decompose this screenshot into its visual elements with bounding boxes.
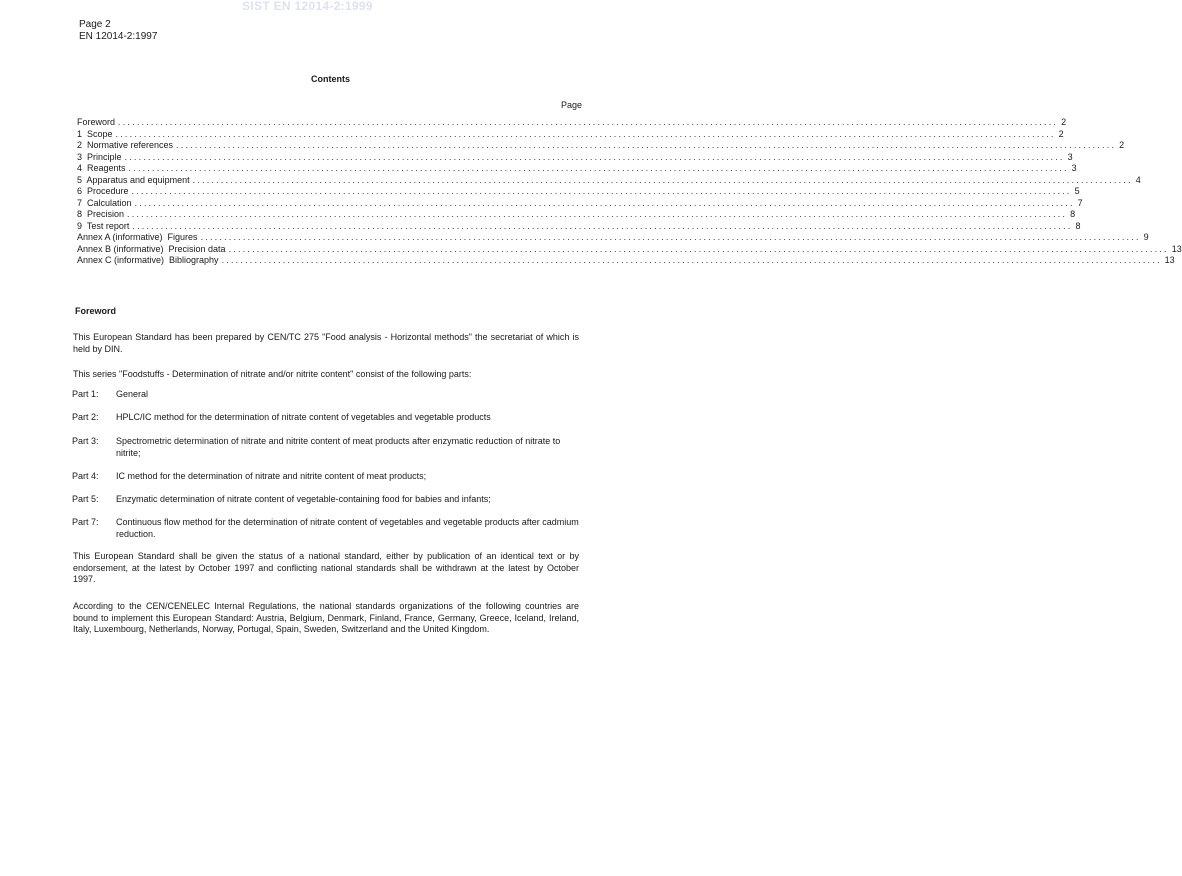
- part-text: IC method for the determination of nitrate and nitrite content of meat products;: [116, 471, 427, 481]
- part-item: [72, 494, 580, 506]
- toc-leader: ........................................................................................................................................................................................................: [124, 151, 1065, 162]
- toc-entry-page: 2: [1061, 117, 1067, 127]
- part-item: [72, 517, 580, 540]
- toc-entry[interactable]: [77, 140, 1125, 152]
- toc-entry-title: 3 Principle: [77, 151, 122, 162]
- page-number: Page 2: [79, 19, 111, 30]
- part-label: Part 5:: [72, 494, 99, 504]
- part-label: Part 7:: [72, 517, 99, 527]
- part-label: Part 4:: [72, 471, 99, 481]
- foreword-paragraph: This European Standard shall be given the status of a national standard, either by publication of an identical text or by endorsement, at the latest by October 1997 and conflicting national standards shall be withdrawn at the latest by October 1997.: [73, 551, 579, 584]
- toc-entry-page: 7: [1077, 197, 1083, 208]
- part-text: HPLC/IC method for the determination of nitrate content of vegetables and vegetable products: [116, 412, 491, 422]
- toc-leader: ........................................................................................................................................................................................................: [118, 117, 1059, 127]
- part-text: General: [116, 389, 149, 399]
- toc-entry-title: 4 Reagents: [77, 163, 126, 173]
- table-of-contents: [77, 117, 1182, 267]
- toc-leader: ........................................................................................................................................................................................................: [134, 197, 1075, 208]
- toc-entry-page: 4: [1135, 174, 1141, 185]
- toc-entry-page: 13: [1164, 255, 1175, 265]
- toc-entry-page: 2: [1119, 140, 1125, 150]
- foreword-paragraph: This European Standard has been prepared by CEN/TC 275 "Food analysis - Horizontal methods" the secretariat of which is held by DIN.: [73, 332, 579, 354]
- toc-leader: ........................................................................................................................................................................................................: [200, 232, 1141, 242]
- toc-entry-page: 9: [1143, 232, 1149, 242]
- toc-entry-title: Foreword: [77, 117, 116, 127]
- page-column-label: Page: [560, 100, 582, 110]
- toc-entry-title: Annex C (informative) Bibliography: [77, 255, 219, 265]
- toc-entry[interactable]: [77, 151, 1073, 164]
- toc-entry-page: 8: [1075, 220, 1081, 231]
- toc-entry[interactable]: [77, 174, 1141, 187]
- toc-entry-page: 3: [1067, 151, 1073, 162]
- toc-leader: ........................................................................................................................................................................................................: [115, 128, 1056, 139]
- part-label: Part 2:: [72, 412, 99, 422]
- part-item: [72, 436, 580, 459]
- toc-leader: ........................................................................................................................................................................................................: [132, 220, 1073, 231]
- toc-entry-page: 3: [1071, 163, 1077, 173]
- foreword-heading: Foreword: [75, 306, 117, 316]
- toc-entry[interactable]: [77, 128, 1064, 141]
- part-text: Enzymatic determination of nitrate content of vegetable-containing food for babies and infants;: [116, 494, 491, 504]
- toc-entry-title: 1 Scope: [77, 128, 113, 139]
- part-text: Spectrometric determination of nitrate and nitrite content of meat products after enzymatic reduction of nitrate to nitrite;: [116, 436, 561, 458]
- toc-entry[interactable]: [77, 163, 1077, 175]
- part-item: [72, 389, 580, 401]
- toc-entry-title: 8 Precision: [77, 209, 125, 219]
- toc-leader: ........................................................................................................................................................................................................: [127, 209, 1068, 219]
- toc-entry[interactable]: [77, 232, 1149, 244]
- toc-entry-page: 5: [1074, 186, 1080, 196]
- toc-entry-title: 2 Normative references: [77, 140, 174, 150]
- toc-entry[interactable]: [77, 197, 1083, 210]
- toc-entry-title: 6 Procedure: [77, 186, 129, 196]
- toc-entry-title: Annex A (informative) Figures: [77, 232, 198, 242]
- toc-entry[interactable]: [77, 209, 1076, 221]
- toc-leader: ........................................................................................................................................................................................................: [221, 255, 1162, 265]
- contents-title: Contents: [311, 74, 350, 84]
- toc-leader: ........................................................................................................................................................................................................: [176, 140, 1117, 150]
- toc-entry-title: 9 Test report: [77, 220, 130, 231]
- toc-entry-title: 5 Apparatus and equipment: [77, 174, 190, 185]
- toc-entry[interactable]: [77, 117, 1067, 129]
- toc-entry[interactable]: [77, 186, 1080, 198]
- foreword-paragraph: This series "Foodstuffs - Determination of nitrate and/or nitrite content" consist of the following parts:: [73, 369, 472, 379]
- toc-entry-title: 7 Calculation: [77, 197, 132, 208]
- toc-entry[interactable]: [77, 243, 1182, 256]
- toc-entry-page: 2: [1058, 128, 1064, 139]
- toc-leader: ........................................................................................................................................................................................................: [192, 174, 1133, 185]
- part-item: [72, 471, 580, 483]
- toc-leader: ........................................................................................................................................................................................................: [131, 186, 1072, 196]
- toc-entry[interactable]: [77, 220, 1081, 233]
- toc-leader: ........................................................................................................................................................................................................: [128, 163, 1069, 173]
- toc-entry-page: 13: [1171, 243, 1182, 254]
- part-text: Continuous flow method for the determination of nitrate content of vegetables and vegetable products after cadmium reduction.: [116, 517, 579, 539]
- toc-entry-title: Annex B (informative) Precision data: [77, 243, 226, 254]
- watermark: SIST EN 12014-2:1999: [242, 0, 373, 13]
- toc-leader: ........................................................................................................................................................................................................: [228, 243, 1169, 254]
- toc-entry[interactable]: [77, 255, 1175, 267]
- standard-id: EN 12014-2:1997: [79, 31, 158, 42]
- part-label: Part 3:: [72, 436, 99, 446]
- part-item: [72, 412, 580, 424]
- page-header: [79, 19, 157, 43]
- foreword-paragraph: According to the CEN/CENELEC Internal Regulations, the national standards organizations of the following countries are bound to implement this European Standard: Austria, Belgium, Denmark, Finland, France, Germany, Greece, Iceland, Ireland, Italy, Luxembourg, Netherlands, Norway, Portugal, Spain, Sweden, Switzerland and the United Kingdom.: [73, 601, 579, 634]
- part-label: Part 1:: [72, 389, 99, 399]
- toc-entry-page: 8: [1070, 209, 1076, 219]
